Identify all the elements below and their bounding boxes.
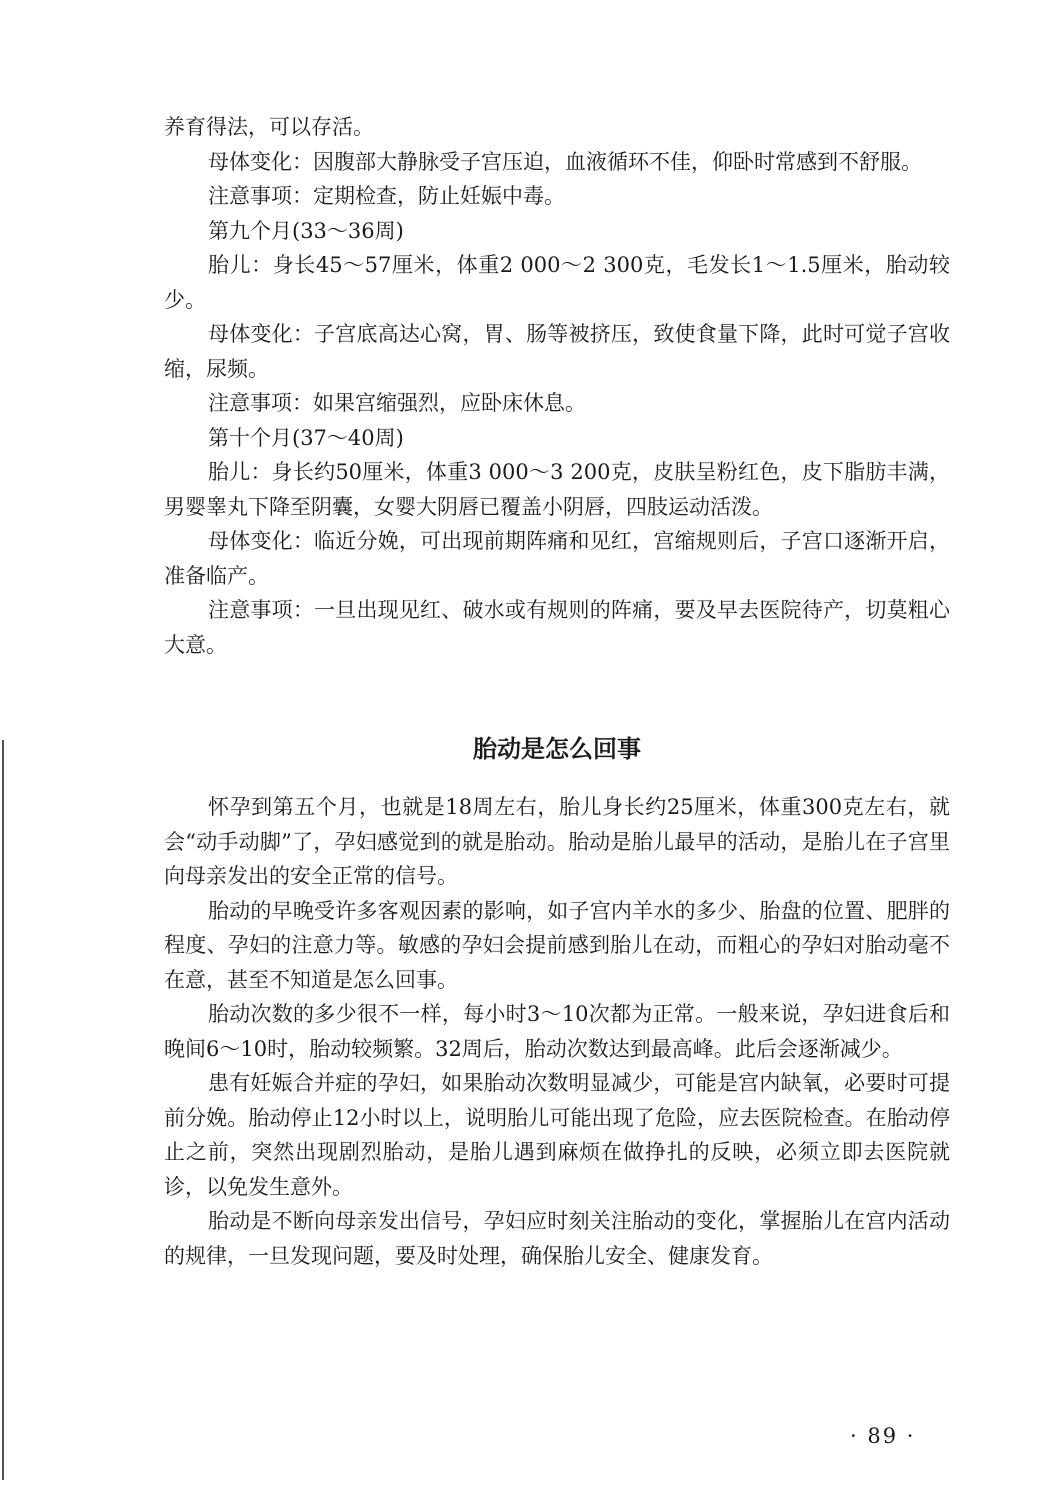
paragraph: 注意事项：定期检查，防止妊娠中毒。 <box>208 184 565 208</box>
paragraph: 母体变化：子宫底高达心窝，胃、肠等被挤压，致使食量下降，此时可觉子宫收缩，尿频。 <box>164 322 950 381</box>
paragraph: 注意事项：如果宫缩强烈，应卧床休息。 <box>208 391 586 415</box>
month-heading: 第九个月(33～36周) <box>208 218 404 243</box>
page-edge-rule <box>2 740 4 1480</box>
paragraph: 胎动是不断向母亲发出信号，孕妇应时刻关注胎动的变化，掌握胎儿在宫内活动的规律，一旦发现问题，要及时处理，确保胎儿安全、健康发育。 <box>164 1209 950 1268</box>
month-heading: 第十个月(37～40周) <box>208 425 404 450</box>
page-content <box>164 110 950 1268</box>
paragraph: 怀孕到第五个月，也就是18周左右，胎儿身长约25厘米，体重300克左右，就会“动手动脚”了，孕妇感觉到的就是胎动。胎动是胎儿最早的活动，是胎儿在子宫里向母亲发出的安全正常的信号。 <box>164 795 950 888</box>
paragraph: 母体变化：因腹部大静脉受子宫压迫，血液循环不佳，仰卧时常感到不舒服。 <box>208 149 922 174</box>
section-title: 胎动是怎么回事 <box>473 735 641 763</box>
paragraph: 注意事项：一旦出现见红、破水或有规则的阵痛，要及早去医院待产，切莫粗心大意。 <box>164 598 950 657</box>
paragraph: 胎动的早晚受许多客观因素的影响，如子宫内羊水的多少、胎盘的位置、肥胖的程度、孕妇的注意力等。敏感的孕妇会提前感到胎儿在动，而粗心的孕妇对胎动毫不在意，甚至不知道是怎么回事。 <box>164 898 950 992</box>
paragraph: 患有妊娠合并症的孕妇，如果胎动次数明显减少，可能是宫内缺氧，必要时可提前分娩。胎动停止12小时以上，说明胎儿可能出现了危险，应去医院检查。在胎动停止之前，突然出现剧烈胎动，是胎儿遇到麻烦在做挣扎的反映，必须立即去医院就诊，以免发生意外。 <box>164 1071 950 1199</box>
page-number: · 89 · <box>850 1424 916 1448</box>
section-fetal-movement <box>164 790 950 1273</box>
paragraph: 胎儿：身长45～57厘米，体重2 000～2 300克，毛发长1～1.5厘米，胎动较少。 <box>164 253 950 312</box>
paragraph: 母体变化：临近分娩，可出现前期阵痛和见红，宫缩规则后，子宫口逐渐开启，准备临产。 <box>164 529 950 588</box>
paragraph: 胎动次数的多少很不一样，每小时3～10次都为正常。一般来说，孕妇进食后和晚间6～10时，胎动较频繁。32周后，胎动次数达到最高峰。此后会逐渐减少。 <box>164 1002 950 1061</box>
paragraph: 胎儿：身长约50厘米，体重3 000～3 200克，皮肤呈粉红色，皮下脂肪丰满，男婴睾丸下降至阴囊，女婴大阴唇已覆盖小阴唇，四肢运动活泼。 <box>164 460 950 519</box>
section-pregnancy-months <box>164 110 950 662</box>
paragraph: 养育得法，可以存活。 <box>164 115 374 139</box>
